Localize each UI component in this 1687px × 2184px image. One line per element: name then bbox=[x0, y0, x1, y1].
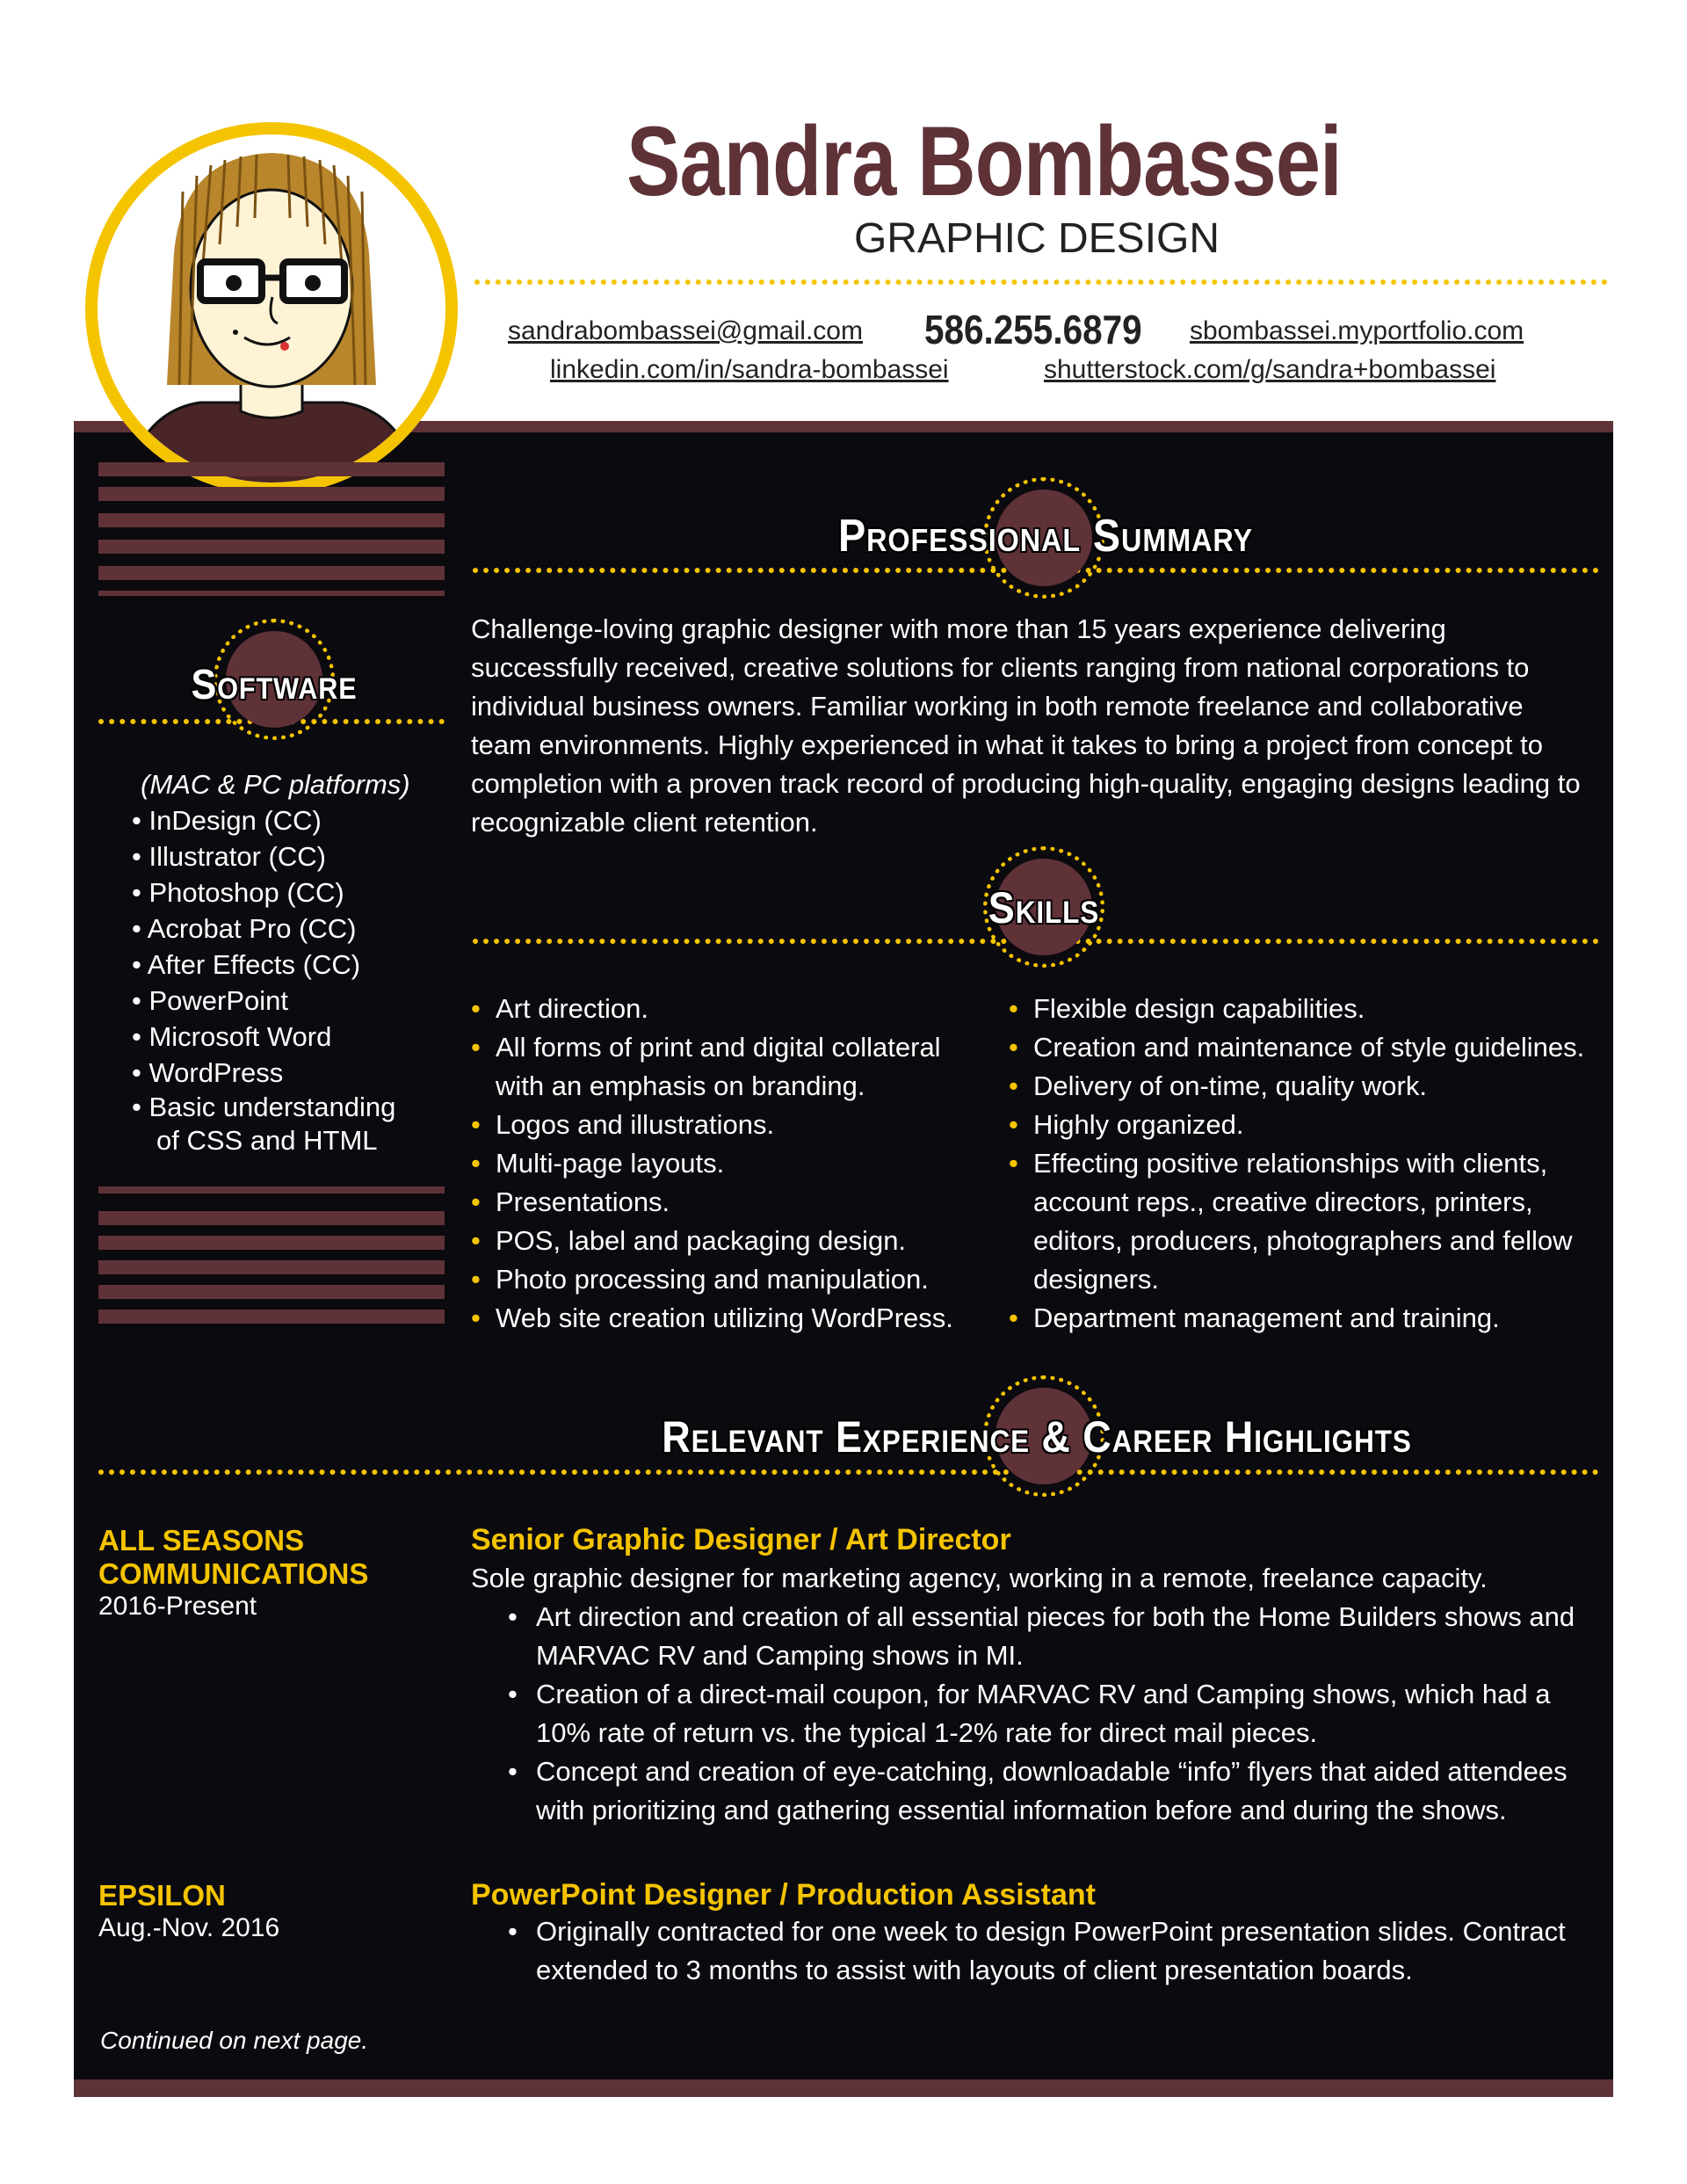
skill-item: • Art direction. bbox=[471, 990, 981, 1028]
job-company-block bbox=[98, 1879, 450, 1944]
skill-item: • Logos and illustrations. bbox=[471, 1106, 981, 1144]
job-title: GRAPHIC DESIGN bbox=[853, 215, 1220, 262]
skill-item: • Highly organized. bbox=[1009, 1106, 1599, 1144]
skill-item: • Presentations. bbox=[471, 1183, 981, 1222]
job-bullet: • Originally contracted for one week to design PowerPoint presentation slides. Contract extended to 3 months to assist with layouts of client presentation boards. bbox=[503, 1912, 1604, 1990]
software-item: • Microsoft Word bbox=[132, 1021, 332, 1052]
panel-bottom-bar bbox=[74, 2079, 1613, 2097]
skill-item: • Flexible design capabilities. bbox=[1009, 990, 1599, 1028]
skill-item: • Department management and training. bbox=[1009, 1299, 1599, 1338]
email-link[interactable]: sandrabombassei@gmail.com bbox=[508, 316, 863, 345]
header-divider bbox=[474, 279, 1608, 285]
job-bullets bbox=[503, 1598, 1604, 1830]
software-platforms: (MAC & PC platforms) bbox=[141, 769, 410, 800]
skills-left-list bbox=[471, 990, 981, 1338]
decor-stripe bbox=[98, 462, 445, 476]
job-company-block bbox=[98, 1524, 450, 1622]
summary-heading: Professional Summary bbox=[837, 511, 1254, 562]
skill-item: • All forms of print and digital collateral with an emphasis on branding. bbox=[471, 1028, 981, 1106]
linkedin-link[interactable]: linkedin.com/in/sandra-bombassei bbox=[550, 355, 949, 384]
company-name: EPSILON bbox=[98, 1879, 226, 1912]
skill-item: • POS, label and packaging design. bbox=[471, 1222, 981, 1260]
decor-stripe bbox=[98, 1186, 445, 1194]
avatar-illustration bbox=[69, 121, 474, 496]
phone-number: 586.255.6879 bbox=[924, 307, 1142, 352]
skill-item: • Web site creation utilizing WordPress. bbox=[471, 1299, 981, 1338]
company-name: COMMUNICATIONS bbox=[98, 1557, 369, 1590]
shutterstock-link[interactable]: shutterstock.com/g/sandra+bombassei bbox=[1044, 355, 1496, 384]
experience-heading: Relevant Experience & Career Highlights bbox=[662, 1412, 1412, 1462]
job-details bbox=[471, 1877, 1604, 1990]
decor-stripe bbox=[98, 1310, 445, 1324]
summary-text: Challenge-loving graphic designer with more than 15 years experience delivering successfully received, creative solutions for clients ranging from national corporations to individual business owners. Familiar working in both remote freelance and collaborative team environments. Highly experienced in what it takes to bring a project from concept to completion with a proven track record of producing high-quality, engaging designs leading to recognizable client retention. bbox=[471, 613, 1581, 838]
skills-heading: Skills bbox=[988, 883, 1100, 932]
job-bullets bbox=[503, 1912, 1604, 1990]
job-bullet: • Concept and creation of eye-catching, downloadable “info” flyers that aided attendees with prioritizing and gathering essential information before and during the shows. bbox=[503, 1752, 1604, 1830]
software-list bbox=[132, 766, 448, 1157]
job-details bbox=[471, 1522, 1604, 1830]
skill-item: • Delivery of on-time, quality work. bbox=[1009, 1067, 1599, 1106]
company-name: ALL SEASONS bbox=[98, 1524, 305, 1556]
software-heading: Software bbox=[191, 662, 358, 708]
software-item: • Acrobat Pro (CC) bbox=[132, 913, 357, 944]
avatar bbox=[69, 121, 474, 496]
skill-item: • Photo processing and manipulation. bbox=[471, 1260, 981, 1299]
skill-item: • Creation and maintenance of style guidelines. bbox=[1009, 1028, 1599, 1067]
job-bullet: • Creation of a direct-mail coupon, for MARVAC RV and Camping shows, which had a 10% rate of return vs. the typical 1-2% rate for direct mail pieces. bbox=[503, 1675, 1604, 1752]
job-role: PowerPoint Designer / Production Assistant bbox=[471, 1878, 1096, 1912]
decor-stripe bbox=[98, 1211, 445, 1225]
software-item: • Illustrator (CC) bbox=[132, 841, 326, 872]
job-dates: 2016-Present bbox=[98, 1592, 257, 1621]
software-item: • InDesign (CC) bbox=[132, 805, 322, 836]
skills-right-list bbox=[1009, 990, 1599, 1338]
candidate-name: Sandra Bombassei bbox=[626, 106, 1342, 216]
decor-stripe bbox=[98, 591, 445, 596]
job-dates: Aug.-Nov. 2016 bbox=[98, 1913, 280, 1942]
decor-stripe bbox=[98, 1260, 445, 1274]
job-bullet: • Art direction and creation of all essential pieces for both the Home Builders shows and MARVAC RV and Camping shows in MI. bbox=[503, 1598, 1604, 1675]
software-item: • WordPress bbox=[132, 1057, 284, 1088]
portfolio-link[interactable]: sbombassei.myportfolio.com bbox=[1190, 316, 1524, 345]
decor-stripe bbox=[98, 1285, 445, 1299]
skill-item: • Multi-page layouts. bbox=[471, 1144, 981, 1183]
software-item: of CSS and HTML bbox=[156, 1125, 378, 1156]
continued-note: Continued on next page. bbox=[100, 2027, 369, 2054]
skill-item: • Effecting positive relationships with clients, account reps., creative directors, printers, editors, producers, photographers and fellow designers. bbox=[1009, 1144, 1599, 1299]
software-item: • After Effects (CC) bbox=[132, 949, 361, 980]
decor-stripe bbox=[98, 487, 445, 501]
decor-stripe bbox=[98, 566, 445, 580]
software-item: • Photoshop (CC) bbox=[132, 877, 344, 908]
software-item: • Basic understanding bbox=[132, 1092, 396, 1122]
decor-stripe bbox=[98, 540, 445, 554]
job-description: Sole graphic designer for marketing agency, working in a remote, freelance capacity. bbox=[471, 1563, 1488, 1593]
software-item: • PowerPoint bbox=[132, 985, 288, 1016]
experience-divider bbox=[98, 1469, 1599, 1475]
decor-stripe bbox=[98, 1236, 445, 1250]
decor-stripe bbox=[98, 513, 445, 527]
job-role: Senior Graphic Designer / Art Director bbox=[471, 1523, 1011, 1556]
